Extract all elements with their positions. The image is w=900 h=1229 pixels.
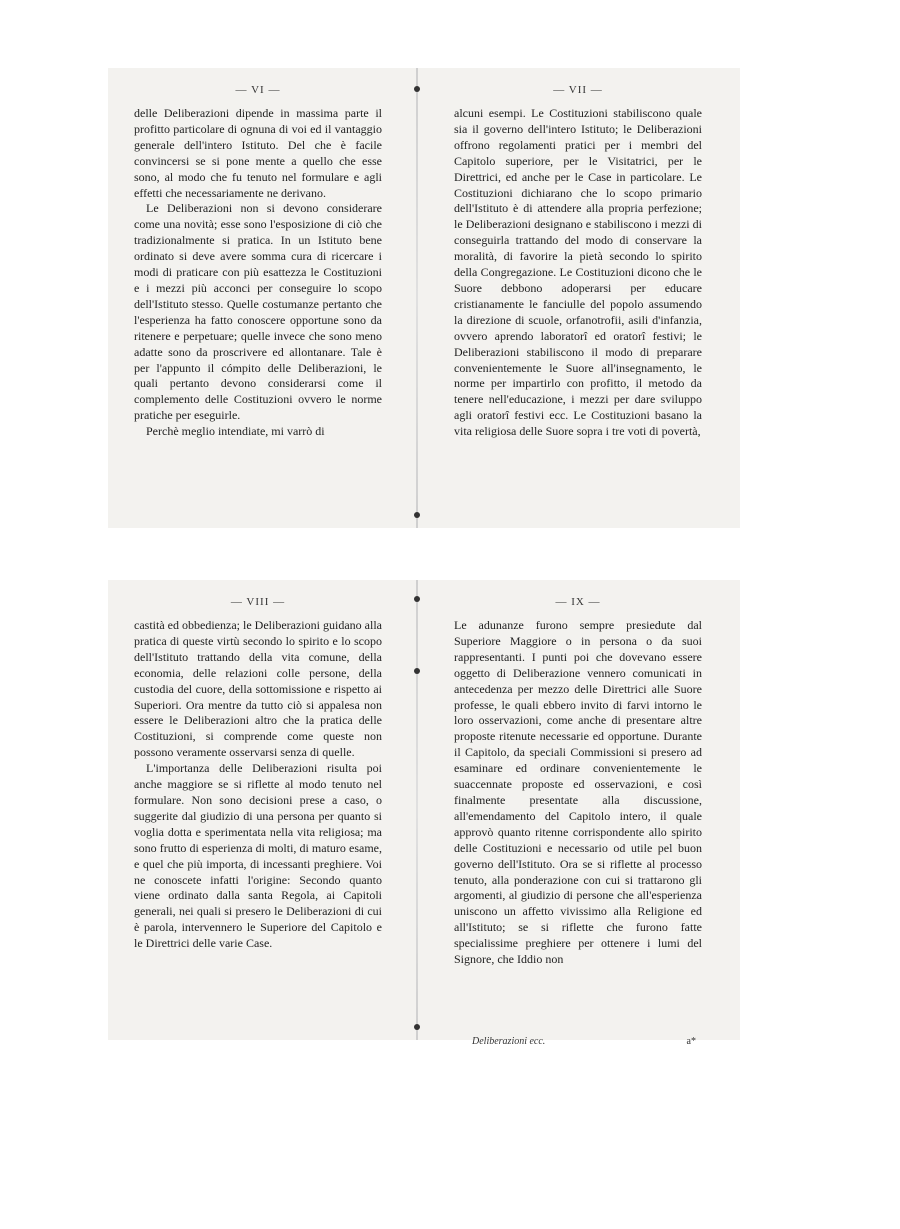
paragraph: alcuni esempi. Le Costituzioni stabiliscono quale sia il governo dell'intero Istituto; le Deliberazioni offrono regolamenti pratici per i membri del Capitolo superiore, per le Visitatrici, per le Direttrici, ed anche per le Case in particolare. Le Costituzioni dichiarano che lo scopo primario dell'Istituto è di attendere alla propria perfezione; le Deliberazioni designano e stabiliscono i mezzi di conseguirla trattando del modo di conservare la moralità, di favorire la pietà secondo lo spirito della Congregazione. Le Costituzioni dicono che le Suore debbono adoperarsi per educare cristianamente le fanciulle del popolo assumendo la direzione di scuole, orfanotrofii, asili d'infanzia, ovvero aprendo laboratorî ed oratorî festivi; le Deliberazioni stabiliscono il modo di preparare convenientemente le Suore all'insegnamento, le norme per impartirlo con profitto, il metodo da tenere nell'educazione, i mezzi per dare sviluppo agli oratorî festivi ecc. Le Costituzioni basano la vita religiosa delle Suore sopra i tre voti di povertà, bbox=[454, 106, 702, 439]
paragraph: L'importanza delle Deliberazioni risulta poi anche maggiore se si riflette al modo tenuto nel formulare. Non sono decisioni prese a caso, o suggerite dal giudizio di una persona per quanto si voglia dotta e sperimentata nella vita religiosa; ma sono frutto di esperienza di molti, di maturo esame, e quel che più importa, di incessanti preghiere. Voi ne conoscete infatti l'origine: Secondo quanto viene ordinato dalla santa Regola, ai Capitoli generali, nei quali si presero le Deliberazioni di cui è parola, intervennero le Superiore del Capitolo e le Direttrici delle varie Case. bbox=[134, 761, 382, 951]
gutter-mark bbox=[414, 1024, 420, 1030]
scan-spread-top bbox=[108, 68, 740, 528]
book-gutter bbox=[416, 580, 418, 1040]
page-number: — VI — bbox=[235, 84, 281, 96]
page-text bbox=[134, 106, 382, 440]
paragraph: Perchè meglio intendiate, mi varrò di bbox=[146, 424, 325, 439]
paragraph: castità ed obbedienza; le Deliberazioni guidano alla pratica di queste virtù secondo lo spirito e lo scopo dell'Istituto trattando della vita comune, della economia, delle relazioni colle persone, della custodia del cuore, della sottomissione e rispetto ai Superiori. Ora mentre da tutto ciò si appalesa non essere le Deliberazioni altro che la pratica delle Costituzioni, si comprende come queste non possono veramente osservarsi senza di quelle. bbox=[134, 618, 382, 760]
page-number: — IX — bbox=[555, 596, 601, 608]
paragraph: Le adunanze furono sempre presiedute dal Superiore Maggiore o in persona o da suoi rappresentanti. I punti poi che dovevano essere oggetto di Deliberazione vennero comunicati in antecedenza per mezzo delle Direttrici alle Suore professe, le quali ebbero invito di farvi intorno le loro osservazioni, come anche di presentare altre proposte ritenute necessarie ed opportune. Durante il Capitolo, da speciali Commissioni si presero ad esaminare ed ordinare convenientemente le suaccennate proposte ed osservazioni, e così finalmente presentate alla discussione, all'emendamento del Capitolo intero, il quale approvò quanto ritenne corrispondente allo spirito delle Costituzioni e necessario od utile pel buon governo dell'Istituto. Ora se si riflette al processo tenuto, alla ponderazione con cui si trattarono gli argomenti, al giudizio di persone che all'esperienza uniscono un affetto vivissimo alla Religione ed all'Istituto; se si riflette che furono fatte specialissime preghiere per ottenere i lumi del Signore, che Iddio non bbox=[454, 618, 702, 967]
gutter-mark bbox=[414, 512, 420, 518]
signature-mark: a* bbox=[686, 1036, 696, 1047]
page-text bbox=[454, 618, 702, 968]
page-text bbox=[454, 106, 702, 440]
page-vii bbox=[454, 68, 702, 528]
page-ix bbox=[454, 580, 702, 1047]
page-viii bbox=[134, 580, 382, 1040]
page-number: — VII — bbox=[553, 84, 603, 96]
paragraph: delle Deliberazioni dipende in massima parte il profitto particolare di ognuna di voi ed il vantaggio generale dell'intero Istituto. Del che è facile convincersi se si pone mente a quello che esse sono, al modo che fu tenuto nel formulare e agli effetti che necessariamente ne derivano. bbox=[134, 106, 382, 200]
gutter-mark bbox=[414, 668, 420, 674]
gutter-mark bbox=[414, 86, 420, 92]
paragraph: Le Deliberazioni non si devono considerare come una novità; esse sono l'esposizione di ciò che tradizionalmente si pratica. In un Istituto bene ordinato si deve avere somma cura di ricercare i modi di praticare con più esattezza le Costituzioni e i mezzi più acconci per conseguire lo scopo dell'Istituto stesso. Quelle costumanze pertanto che l'esperienza ha fatto conoscere opportune sono da ritenere e perpetuare; quelle invece che sono meno adatte sono da proscrivere ed allontanare. Tale è per l'appunto il cómpito delle Deliberazioni, le quali pertanto devono considerarsi come il complemento delle Costituzioni ovvero le norme pratiche per eseguirle. bbox=[134, 201, 382, 423]
scan-spread-bottom bbox=[108, 580, 740, 1047]
book-gutter bbox=[416, 68, 418, 528]
page-number: — VIII — bbox=[230, 596, 286, 608]
gutter-mark bbox=[414, 596, 420, 602]
page-vi bbox=[134, 68, 382, 528]
page-text bbox=[134, 618, 382, 952]
running-footer-title: Deliberazioni ecc. bbox=[472, 1036, 546, 1047]
